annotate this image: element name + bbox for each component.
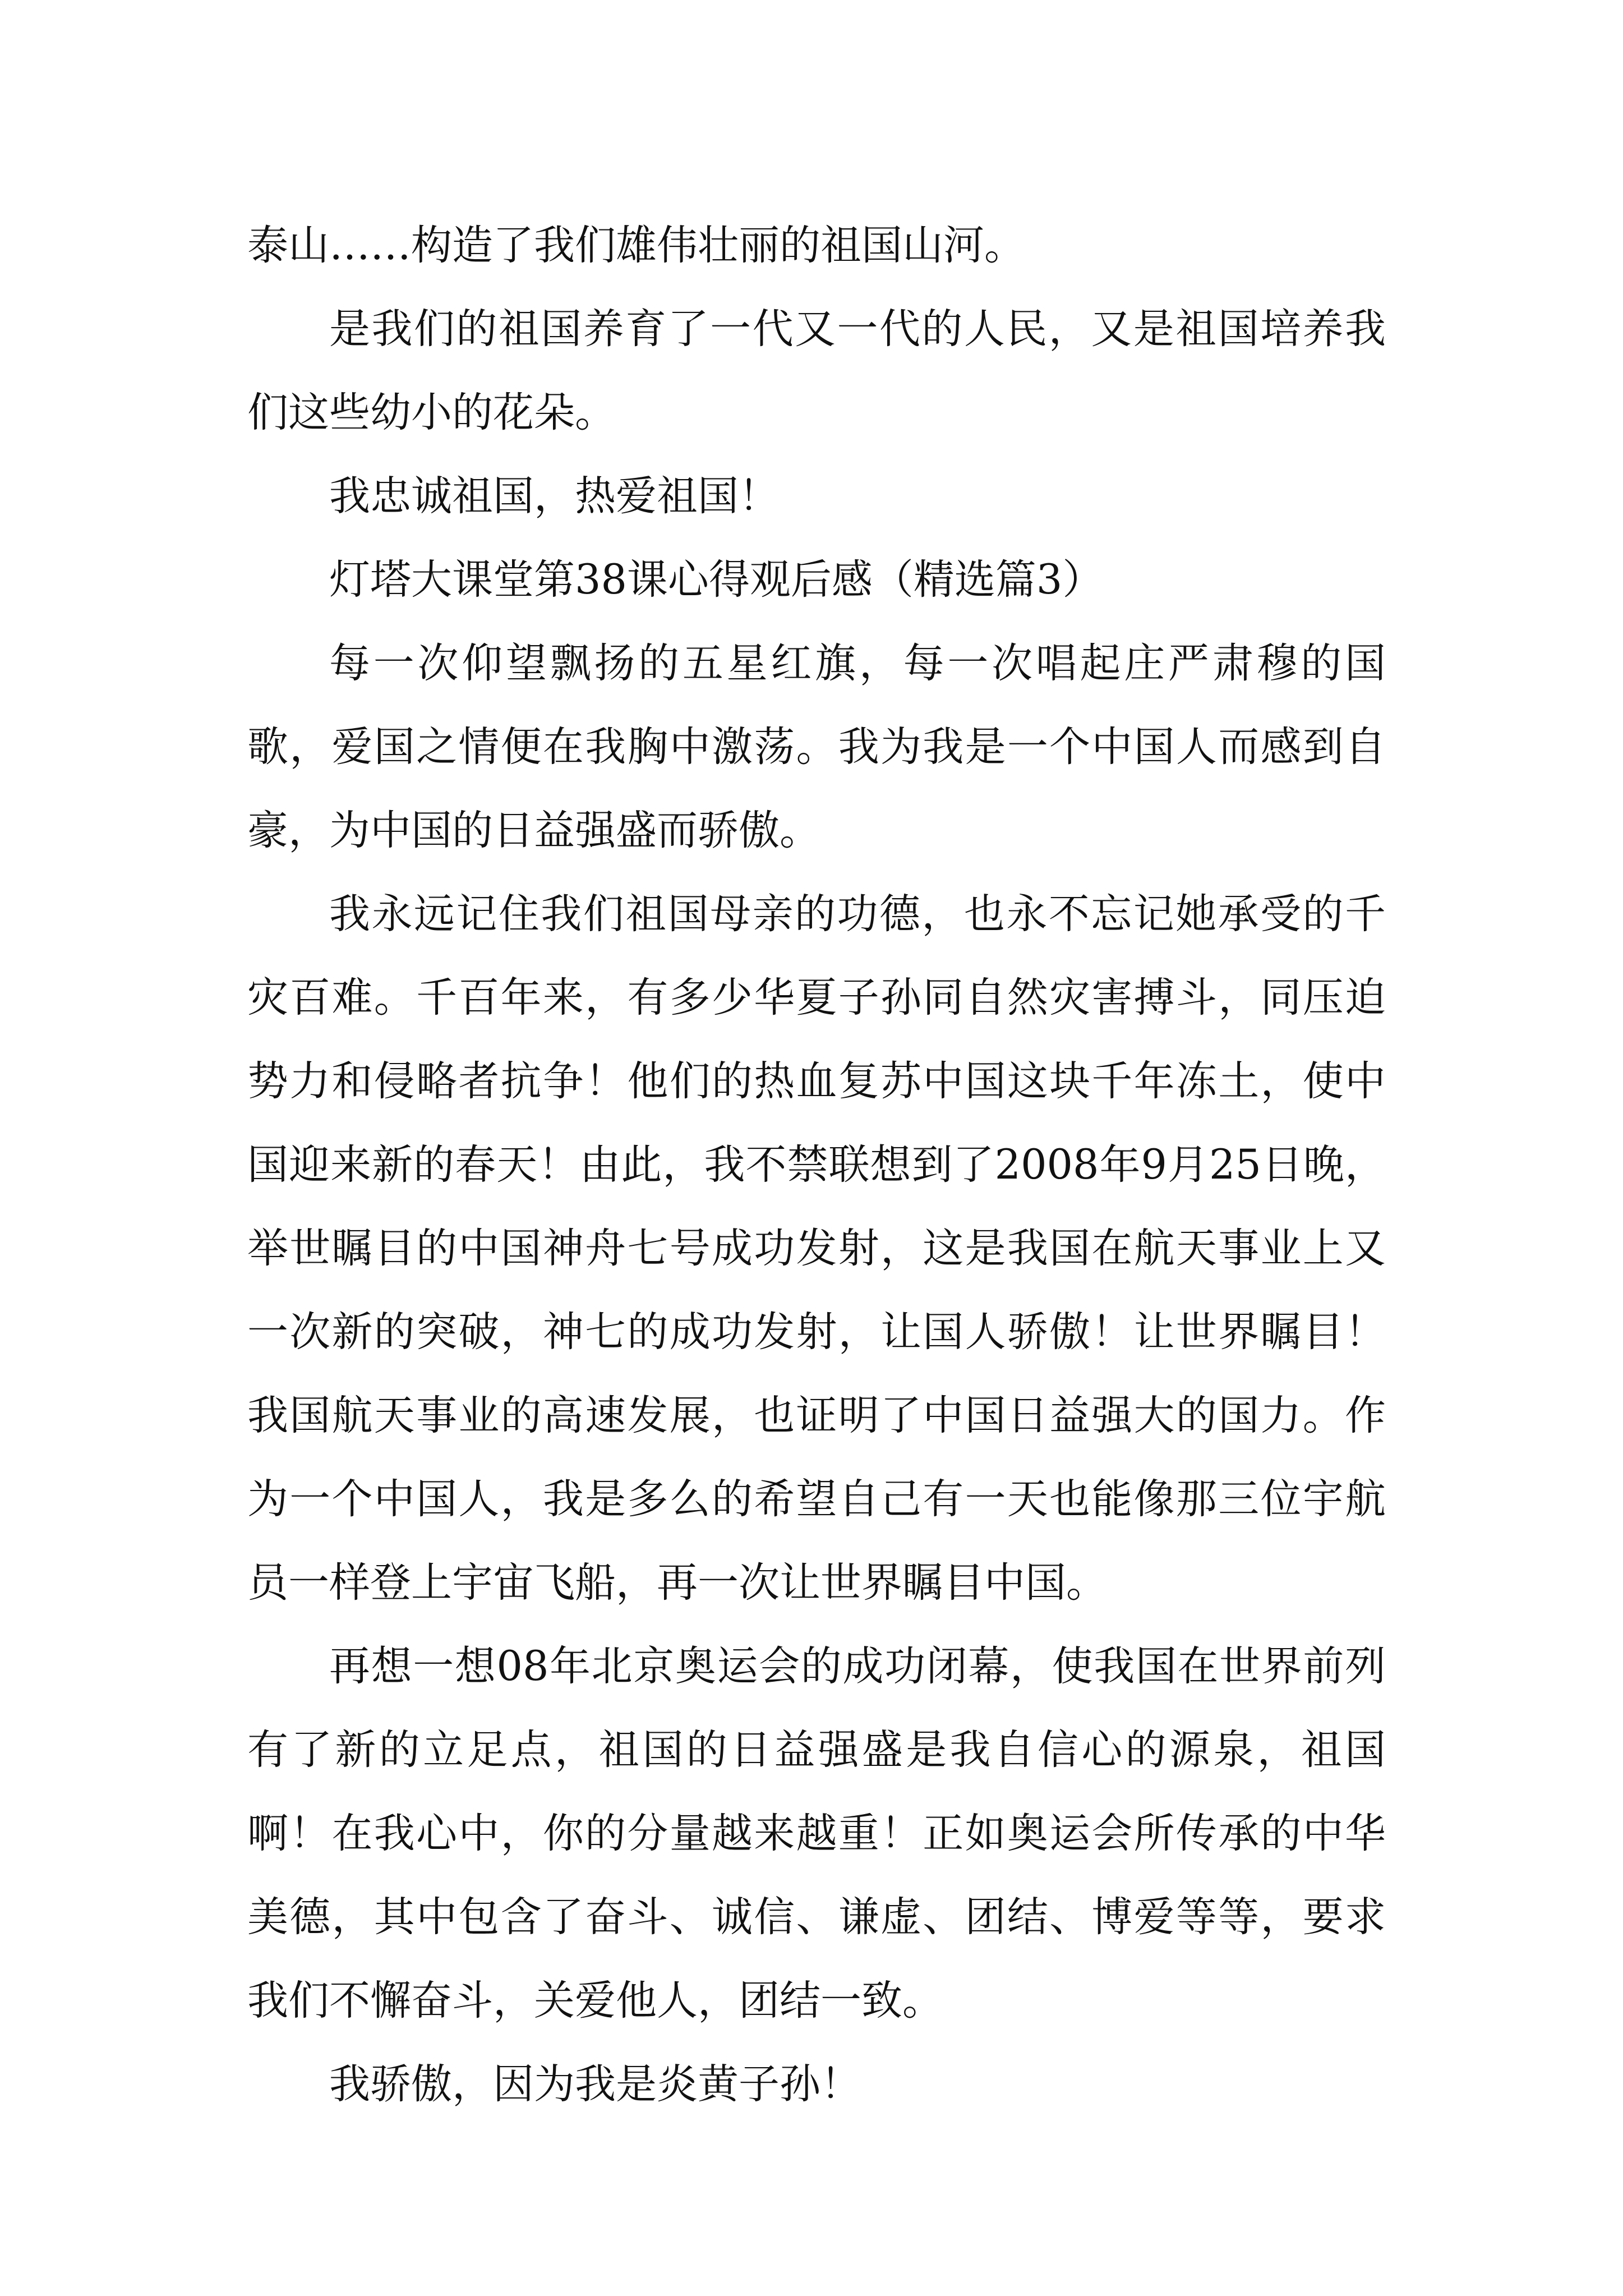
document-body xyxy=(247,204,1386,2126)
section-heading: 灯塔大课堂第38课心得观后感（精选篇3） xyxy=(329,556,1104,604)
paragraph: 我忠诚祖国，热爱祖国！ xyxy=(329,472,780,520)
paragraph: 再想一想08年北京奥运会的成功闭幕，使我国在世界前列有了新的立足点，祖国的日益强盛是我自信心的源泉，祖国啊！在我心中，你的分量越来越重！正如奥运会所传承的中华美德，其中包含了奋斗、诚信、谦虚、团结、博爱等等，要求我们不懈奋斗，关爱他人，团结一致。 xyxy=(247,1642,1386,2024)
paragraph: 我永远记住我们祖国母亲的功德，也永不忘记她承受的千灾百难。千百年来，有多少华夏子孙同自然灾害搏斗，同压迫势力和侵略者抗争！他们的热血复苏中国这块千年冻土，使中国迎来新的春天！由此，我不禁联想到了2008年9月25日晚，举世瞩目的中国神舟七号成功发射，这是我国在航天事业上又一次新的突破，神七的成功发射，让国人骄傲！让世界瞩目！我国航天事业的高速发展，也证明了中国日益强大的国力。作为一个中国人，我是多么的希望自己有一天也能像那三位宇航员一样登上宇宙飞船，再一次让世界瞩目中国。 xyxy=(247,890,1386,1607)
paragraph-continuation: 泰山……构造了我们雄伟壮丽的祖国山河。 xyxy=(247,222,1025,269)
paragraph: 我骄傲，因为我是炎黄子孙！ xyxy=(329,2060,861,2108)
paragraph: 每一次仰望飘扬的五星红旗，每一次唱起庄严肃穆的国歌，爱国之情便在我胸中激荡。我为我是一个中国人而感到自豪，为中国的日益强盛而骄傲。 xyxy=(247,639,1386,854)
paragraph: 是我们的祖国养育了一代又一代的人民，又是祖国培养我们这些幼小的花朵。 xyxy=(247,305,1386,436)
